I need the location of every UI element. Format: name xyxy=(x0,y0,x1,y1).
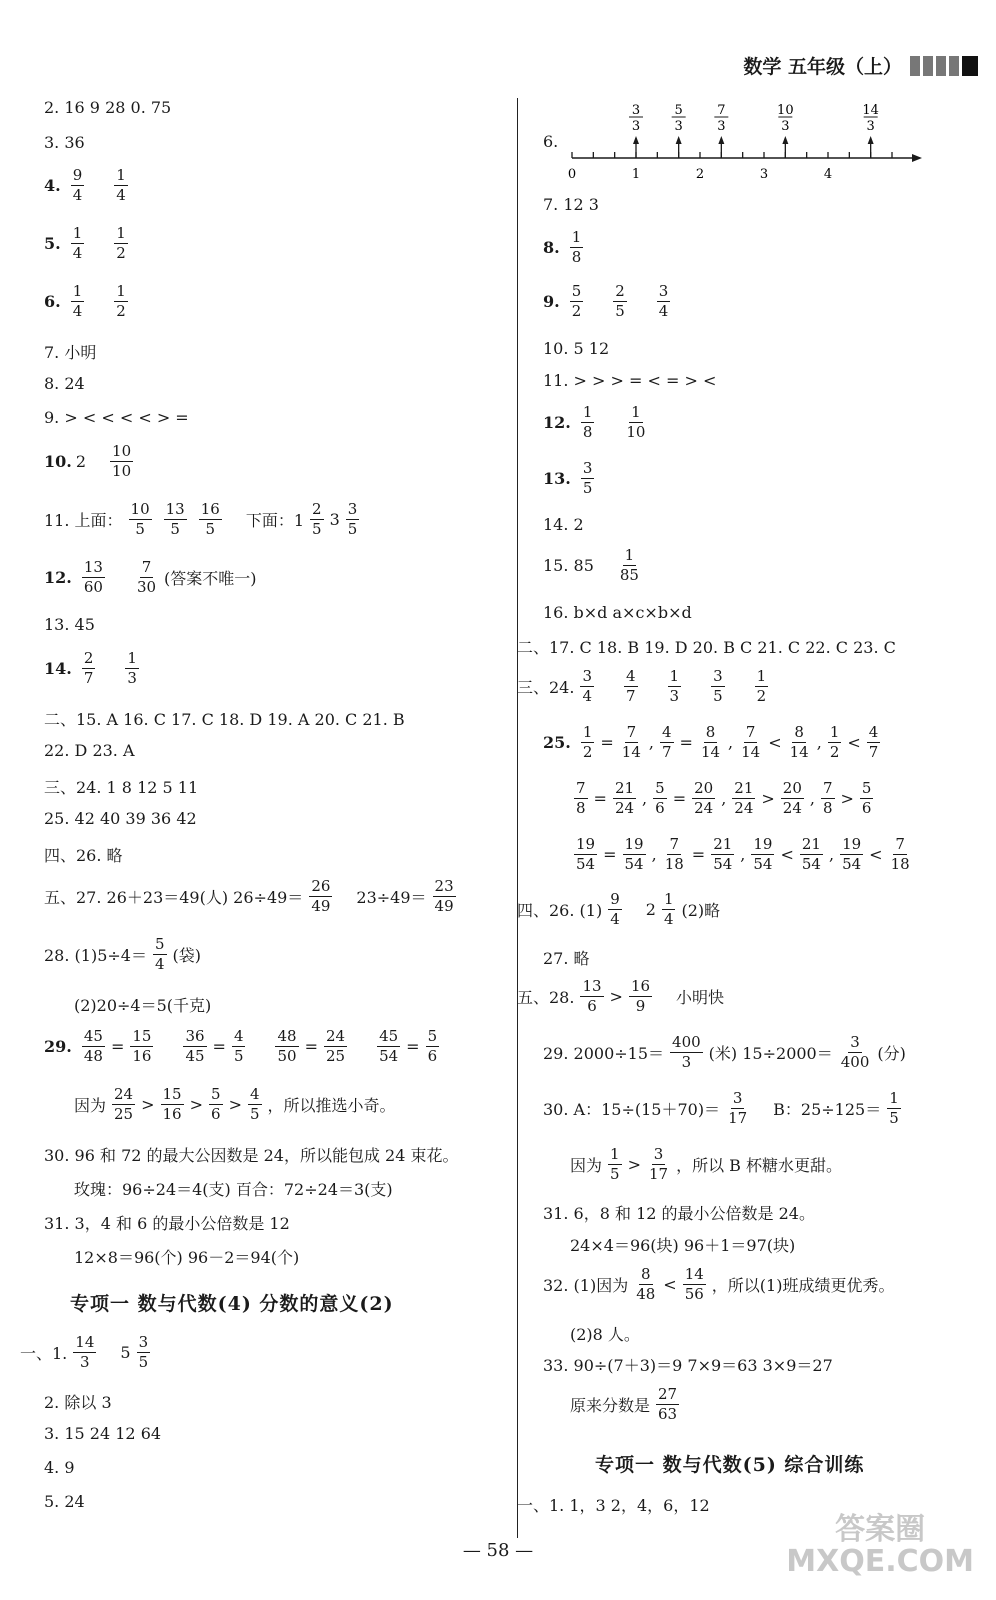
answer-r25-a: 25. $\frac{1}{2}$ = $\frac{7}{14}$ , $\frac{4}{7}$ = $\frac{8}{14}$ , $\frac{7}{14}$ < $\frac{8}{14}$ , $\frac{1}{2}$ < $\frac{4}{7}$ xyxy=(543,723,879,761)
answer-s4: 4. 9 xyxy=(44,1458,75,1477)
number-line-label: 0 xyxy=(567,167,577,182)
header-decoration xyxy=(910,56,978,76)
answer-r25-b: $\frac{7}{8}$ = $\frac{21}{24}$ , $\frac{5}{6}$ = $\frac{20}{24}$ , $\frac{21}{24}$ > $\frac{20}{24}$ , $\frac{7}{8}$ > $\frac{5}{6}$ xyxy=(576,779,872,817)
answer-r33-b: 原来分数是 $\frac{27}{63}$ xyxy=(570,1385,678,1423)
page-number: — 58 — xyxy=(462,1540,534,1561)
number-line-arrowhead xyxy=(868,136,874,144)
number-line-label: 2 xyxy=(695,167,705,182)
number-line-arrowhead xyxy=(633,136,639,144)
answer-r13: 13. $\frac{3}{5}$ xyxy=(543,459,593,497)
number-line-fraction-numerator: 3 xyxy=(631,103,641,118)
answer-11: 11. 上面： $\frac{10}{5}$ $\frac{13}{5}$ $\frac{16}{5}$ 下面：1 $\frac{2}{5}$ 3 $\frac{3}{5}$ xyxy=(44,500,358,538)
answer-30-b: 玫瑰：96÷24＝4(支) 百合：72÷24＝3(支) xyxy=(74,1180,393,1199)
answer-27: 五、27. 26＋23＝49(人) 26÷49＝ $\frac{26}{49}$ 23÷49＝ $\frac{23}{49}$ xyxy=(44,877,454,915)
number-line-label: 3 xyxy=(759,167,769,182)
answer-r32-a: 32. (1)因为 $\frac{8}{48}$ < $\frac{14}{56}$ ，所以(1)班成绩更优秀。 xyxy=(543,1265,895,1303)
answer-r10: 10. 5 12 xyxy=(543,339,610,358)
page-header xyxy=(743,52,978,79)
answer-24: 三、24. 1 8 12 5 11 xyxy=(44,778,199,797)
number-line-fraction-denominator: 3 xyxy=(674,119,683,134)
answer-7: 7. 小明 xyxy=(44,343,97,362)
watermark xyxy=(786,1514,974,1578)
answer-28-1: 28. (1)5÷4＝ $\frac{5}{4}$ (袋) xyxy=(44,935,202,973)
answer-29: 29. $\frac{45}{48}$ = $\frac{15}{16}$ $\frac{36}{45}$ = $\frac{4}{5}$ $\frac{48}{50}$ = $\frac{24}{25}$ $\frac{45}{54}$ = $\frac{5}{6}$ xyxy=(44,1027,438,1065)
answer-s5: 5. 24 xyxy=(44,1492,85,1511)
answer-r32-b: (2)8 人。 xyxy=(570,1325,640,1344)
answer-15-21: 二、15. A 16. C 17. C 18. D 19. A 20. C 21. B xyxy=(44,710,405,729)
number-line-fraction-denominator: 3 xyxy=(717,119,726,134)
answer-r24: 三、24. $\frac{3}{4}$ $\frac{4}{7}$ $\frac{1}{3}$ $\frac{3}{5}$ $\frac{1}{2}$ xyxy=(517,667,767,705)
answer-s3: 3. 15 24 12 64 xyxy=(44,1424,162,1443)
header-title: 数学 五年级（上） xyxy=(743,56,902,78)
section-title-5: 专项一 数与代数(5) 综合训练 xyxy=(595,1454,865,1476)
number-line-label: 4 xyxy=(823,167,833,182)
answer-9: 9. > < < < < > = xyxy=(44,408,189,427)
number-line-fraction-denominator: 3 xyxy=(781,119,790,134)
answer-r29: 29. 2000÷15＝ $\frac{400}{3}$ (米) 15÷2000＝ $\frac{3}{400}$ (分) xyxy=(543,1033,906,1071)
answer-5: 5. $\frac{1}{4}$ $\frac{1}{2}$ xyxy=(44,224,126,262)
answer-r-last: 一、1. 1，3 2，4，6，12 xyxy=(517,1496,710,1515)
answer-r16: 16. b×d a×c×b×d xyxy=(543,603,692,622)
answer-14: 14. $\frac{2}{7}$ $\frac{1}{3}$ xyxy=(44,649,137,687)
answer-r14: 14. 2 xyxy=(543,515,584,534)
answer-r11: 11. > > > = < = > < xyxy=(543,371,717,390)
answer-s1: 一、1. $\frac{14}{3}$ 5 $\frac{3}{5}$ xyxy=(20,1333,149,1371)
number-line-fraction-numerator: 5 xyxy=(674,103,683,118)
number-line xyxy=(567,100,932,190)
answer-13: 13. 45 xyxy=(44,615,95,634)
column-divider xyxy=(517,98,518,1538)
answer-r15: 15. 85 $\frac{1}{85}$ xyxy=(543,546,639,584)
watermark-line1: 答案圈 xyxy=(835,1512,926,1547)
answer-22-23: 22. D 23. A xyxy=(44,741,135,760)
answer-31-b: 12×8＝96(个) 96－2＝94(个) xyxy=(74,1248,300,1267)
answer-26: 四、26. 略 xyxy=(44,846,123,865)
answer-4: 4. $\frac{9}{4}$ $\frac{1}{4}$ xyxy=(44,166,126,204)
answer-31-a: 31. 3，4 和 6 的最小公倍数是 12 xyxy=(44,1214,290,1233)
section-title-4: 专项一 数与代数(4) 分数的意义(2) xyxy=(70,1293,394,1315)
answer-25: 25. 42 40 39 36 42 xyxy=(44,809,197,828)
answer-r28: 五、28. $\frac{13}{6}$ > $\frac{16}{9}$ 小明快 xyxy=(517,977,725,1015)
answer-r12: 12. $\frac{1}{8}$ $\frac{1}{10}$ xyxy=(543,403,646,441)
answer-r31-a: 31. 6，8 和 12 的最小公倍数是 24。 xyxy=(543,1204,815,1223)
number-line-fraction-denominator: 3 xyxy=(866,119,875,134)
answer-30-a: 30. 96 和 72 的最大公因数是 24，所以能包成 24 束花。 xyxy=(44,1146,459,1165)
answer-29-conclusion: 因为 $\frac{24}{25}$ > $\frac{15}{16}$ > $\frac{5}{6}$ > $\frac{4}{5}$ ，所以推选小奇。 xyxy=(74,1085,396,1123)
answer-10: 10. 2 $\frac{10}{10}$ xyxy=(44,442,132,480)
answer-r7: 7. 12 3 xyxy=(543,195,599,214)
answer-6: 6. $\frac{1}{4}$ $\frac{1}{2}$ xyxy=(44,282,126,320)
number-line-fraction-numerator: 7 xyxy=(717,103,726,118)
answer-r6: 6. xyxy=(543,132,559,151)
answer-r25-c: $\frac{19}{54}$ = $\frac{19}{54}$ , $\frac{7}{18}$ = $\frac{21}{54}$ , $\frac{19}{54}$ < $\frac{21}{54}$ , $\frac{19}{54}$ < $\frac{7}{18}$ xyxy=(576,835,910,873)
answer-r33-a: 33. 90÷(7＋3)＝9 7×9＝63 3×9＝27 xyxy=(543,1356,833,1375)
answer-3: 3. 36 xyxy=(44,133,85,152)
number-line-fraction-numerator: 14 xyxy=(862,103,879,118)
answer-r17-23: 二、17. C 18. B 19. D 20. B C 21. C 22. C 23. C xyxy=(517,638,896,657)
answer-r30-conclusion: 因为 $\frac{1}{5}$ > $\frac{3}{17}$ ，所以 B 杯糖水更甜。 xyxy=(570,1145,842,1183)
answer-r30: 30. A：15÷(15＋70)＝ $\frac{3}{17}$ B：25÷125＝ $\frac{1}{5}$ xyxy=(543,1089,899,1127)
answer-2: 2. 16 9 28 0. 75 xyxy=(44,98,172,117)
number-line-fraction-denominator: 3 xyxy=(631,119,641,134)
answer-r9: 9. $\frac{5}{2}$ $\frac{2}{5}$ $\frac{3}{4}$ xyxy=(543,282,669,320)
answer-12: 12. $\frac{13}{60}$ $\frac{7}{30}$ (答案不唯一) xyxy=(44,558,257,596)
number-line-arrowhead xyxy=(676,136,682,144)
answer-r31-b: 24×4＝96(块) 96＋1＝97(块) xyxy=(570,1236,796,1255)
answer-s2: 2. 除以 3 xyxy=(44,1393,112,1412)
number-line-fraction-numerator: 10 xyxy=(777,103,794,118)
answer-8: 8. 24 xyxy=(44,374,85,393)
answer-r8: 8. $\frac{1}{8}$ xyxy=(543,228,582,266)
answer-r26: 四、26. (1) $\frac{9}{4}$ 2 $\frac{1}{4}$ (2)略 xyxy=(517,890,721,928)
answer-r27: 27. 略 xyxy=(543,949,590,968)
number-line-label: 1 xyxy=(631,167,641,182)
number-line-arrowhead xyxy=(718,136,724,144)
answer-28-2: (2)20÷4＝5(千克) xyxy=(74,996,212,1015)
number-line-arrowhead xyxy=(782,136,788,144)
watermark-line2: MXQE.COM xyxy=(786,1544,974,1579)
